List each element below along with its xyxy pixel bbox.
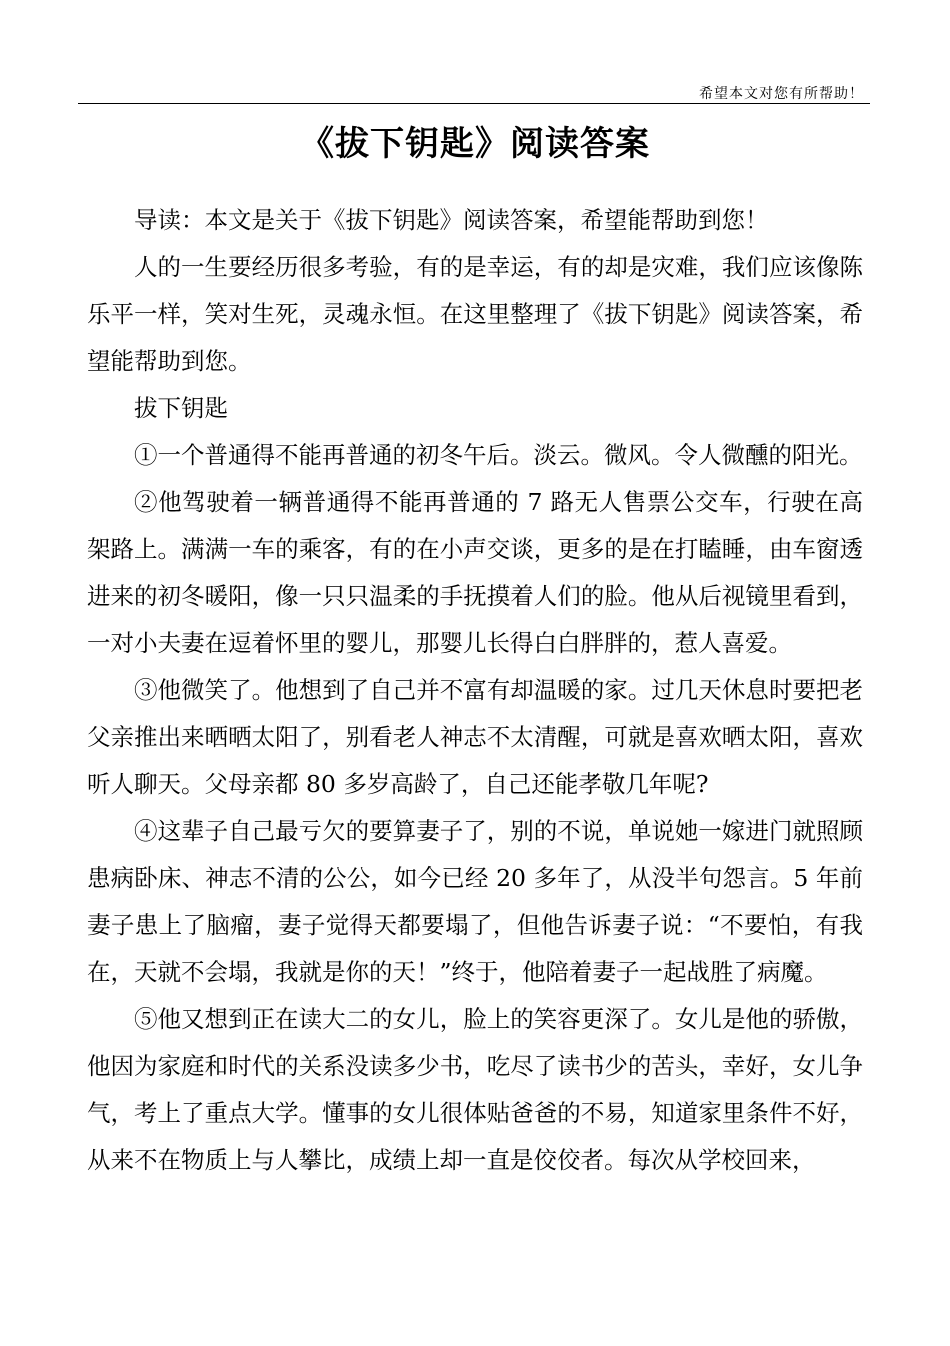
story-paragraph-3: ③他微笑了。他想到了自己并不富有却温暖的家。过几天休息时要把老父亲推出来晒晒太阳了，别看老人神志不太清醒，可就是喜欢晒太阳，喜欢听人聊天。父母亲都 80 多岁高龄了，自己还能孝敬几年呢? (87, 676, 863, 798)
story-paragraph-5: ⑤他又想到正在读大二的女儿，脸上的笑容更深了。女儿是他的骄傲，他因为家庭和时代的关系没读多少书，吃尽了读书少的苦头，幸好，女儿争气，考上了重点大学。懂事的女儿很体贴爸爸的不易，知道家里条件不好，从来不在物质上与人攀比，成绩上却一直是佼佼者。每次从学校回来， (87, 1005, 863, 1174)
header-rule (78, 103, 870, 104)
document-body (87, 197, 863, 1184)
preface-paragraph: 人的一生要经历很多考验，有的是幸运，有的却是灾难，我们应该像陈乐平一样，笑对生死，灵魂永恒。在这里整理了《拔下钥匙》阅读答案，希望能帮助到您。 (87, 253, 863, 375)
story-paragraph-2: ②他驾驶着一辆普通得不能再普通的 7 路无人售票公交车，行驶在高架路上。满满一车的乘客，有的在小声交谈，更多的是在打瞌睡，由车窗透进来的初冬暖阳，像一只只温柔的手抚摸着人们的脸。他从后视镜里看到，一对小夫妻在逗着怀里的婴儿，那婴儿长得白白胖胖的，惹人喜爱。 (87, 488, 863, 657)
story-paragraph-1: ①一个普通得不能再普通的初冬午后。淡云。微风。令人微醺的阳光。 (134, 441, 863, 469)
story-title: 拔下钥匙 (134, 394, 228, 422)
intro-paragraph: 导读：本文是关于《拔下钥匙》阅读答案，希望能帮助到您！ (134, 206, 769, 234)
story-paragraph-4: ④这辈子自己最亏欠的要算妻子了，别的不说，单说她一嫁进门就照顾患病卧床、神志不清的公公，如今已经 20 多年了，从没半句怨言。5 年前妻子患上了脑瘤，妻子觉得天都要塌了，但他告诉妻子说：“不要怕，有我在，天就不会塌，我就是你的天！”终于，他陪着妻子一起战胜了病魔。 (87, 817, 863, 986)
header-note: 希望本文对您有所帮助！ (699, 86, 864, 102)
document-title: 《拔下钥匙》阅读答案 (300, 124, 650, 164)
